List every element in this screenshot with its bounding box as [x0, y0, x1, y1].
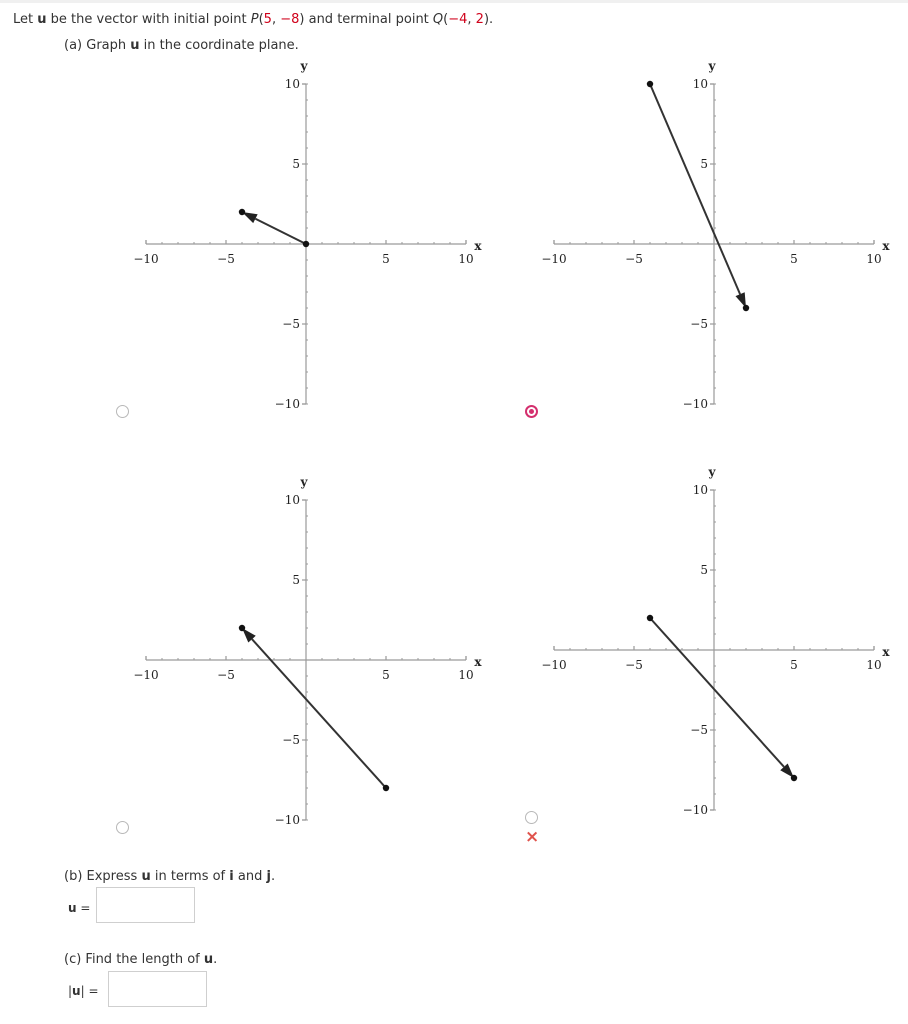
- y-tick-label: 5: [700, 563, 708, 577]
- y-tick-label: 10: [284, 493, 300, 507]
- point-p-x: 5: [263, 12, 272, 27]
- y-tick-label: −10: [274, 813, 300, 827]
- x-tick-label: 5: [790, 658, 798, 672]
- vector-u-line: [255, 219, 306, 244]
- point-q-x: −4: [448, 12, 468, 27]
- comma: ,: [467, 12, 476, 27]
- part-c-text: .: [213, 952, 218, 967]
- part-b-answer-label: [68, 901, 90, 915]
- top-border: [0, 0, 908, 3]
- vector-u-line: [650, 618, 784, 767]
- x-tick-label: 10: [866, 658, 882, 672]
- part-a-text: (a) Graph: [64, 38, 131, 53]
- problem-text: Let: [13, 12, 38, 27]
- point-q-y: 2: [475, 12, 484, 27]
- y-tick-label: 5: [292, 157, 300, 171]
- x-tick-label: 5: [382, 252, 390, 266]
- vector-u-tail-point: [383, 785, 389, 791]
- vector-u: u: [141, 869, 151, 884]
- problem-statement: [13, 12, 493, 28]
- x-axis-label: x: [882, 645, 890, 659]
- comma: ,: [271, 12, 281, 27]
- vector-j: j: [266, 869, 271, 884]
- x-tick-label: −10: [133, 252, 159, 266]
- x-axis-label: x: [474, 239, 482, 253]
- part-c-answer-label: [68, 984, 99, 998]
- graph-option-d[interactable]: [528, 466, 908, 826]
- point-q-name: Q: [432, 12, 444, 27]
- y-tick-label: −10: [274, 397, 300, 411]
- wrong-mark-icon: ×: [525, 827, 540, 847]
- vector-u-line: [650, 84, 740, 294]
- paren: ): [299, 12, 305, 27]
- y-tick-label: −10: [682, 397, 708, 411]
- x-tick-label: −10: [541, 252, 567, 266]
- vector-u: u: [72, 984, 81, 998]
- point-p-name: P: [250, 12, 259, 27]
- x-tick-label: 5: [790, 252, 798, 266]
- x-tick-label: −5: [625, 252, 643, 266]
- paren: (: [443, 12, 449, 27]
- y-axis-label: y: [300, 475, 308, 489]
- y-axis-label: y: [300, 59, 308, 73]
- x-tick-label: −10: [541, 658, 567, 672]
- vector-u: u: [203, 952, 214, 967]
- vector-u-tail-point: [647, 81, 653, 87]
- equals-sign: =: [84, 984, 99, 998]
- x-tick-label: 5: [382, 668, 390, 682]
- graph-option-b[interactable]: [528, 60, 908, 420]
- vector-u-tail-point: [303, 241, 309, 247]
- y-tick-label: −5: [690, 723, 708, 737]
- y-axis-label: y: [708, 465, 716, 479]
- part-c-answer-input[interactable]: [108, 971, 207, 1007]
- y-tick-label: −5: [282, 733, 300, 747]
- x-tick-label: −10: [133, 668, 159, 682]
- y-tick-label: 5: [292, 573, 300, 587]
- part-b-text: in terms of: [150, 869, 230, 884]
- x-tick-label: 10: [866, 252, 882, 266]
- part-a-text: in the coordinate plane.: [139, 38, 299, 53]
- y-tick-label: 10: [692, 77, 708, 91]
- part-b-text: (b) Express: [64, 869, 142, 884]
- y-tick-label: 10: [692, 483, 708, 497]
- vector-u: u: [68, 901, 77, 915]
- x-tick-label: −5: [217, 252, 235, 266]
- y-tick-label: −5: [282, 317, 300, 331]
- part-b-text: .: [270, 869, 276, 884]
- x-tick-label: −5: [625, 658, 643, 672]
- equals-sign: =: [76, 901, 91, 915]
- vector-u: u: [130, 38, 140, 53]
- part-b-answer-input[interactable]: [96, 887, 195, 923]
- abs-bar: |: [80, 984, 85, 998]
- graph-option-c[interactable]: [120, 476, 500, 836]
- vector-u-head-point: [791, 775, 797, 781]
- part-c-label: [64, 952, 217, 968]
- problem-text: and terminal point: [304, 12, 433, 27]
- vector-u-tail-point: [647, 615, 653, 621]
- x-axis-label: x: [882, 239, 890, 253]
- graph-option-a[interactable]: [120, 60, 500, 420]
- part-b-text: and: [233, 869, 267, 884]
- y-tick-label: 5: [700, 157, 708, 171]
- x-tick-label: −5: [217, 668, 235, 682]
- problem-text: be the vector with initial point: [46, 12, 251, 27]
- vector-u: u: [37, 12, 47, 27]
- vector-u-line: [252, 639, 386, 788]
- vector-u-head-point: [743, 305, 749, 311]
- abs-bar: |: [68, 984, 73, 998]
- vector-u-head-point: [239, 625, 245, 631]
- point-p-y: −8: [280, 12, 300, 27]
- part-c-text: (c) Find the length of: [64, 952, 204, 967]
- part-b-label: [64, 869, 275, 885]
- vector-u-head-point: [239, 209, 245, 215]
- paren: (: [258, 12, 264, 27]
- vector-i: i: [229, 869, 234, 884]
- x-tick-label: 10: [458, 252, 474, 266]
- x-tick-label: 10: [458, 668, 474, 682]
- paren: ).: [483, 12, 494, 27]
- part-a-label: [64, 38, 299, 54]
- x-axis-label: x: [474, 655, 482, 669]
- y-tick-label: 10: [284, 77, 300, 91]
- y-tick-label: −5: [690, 317, 708, 331]
- y-axis-label: y: [708, 59, 716, 73]
- y-tick-label: −10: [682, 803, 708, 817]
